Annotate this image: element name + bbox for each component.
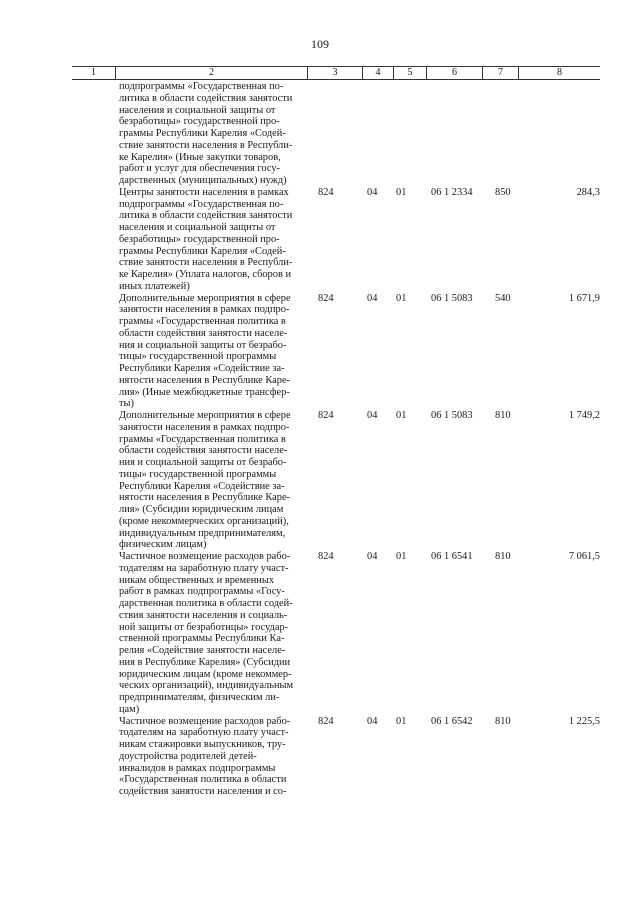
expense-type-cell: 540 <box>495 292 511 304</box>
ministry-code-cell: 824 <box>318 186 334 198</box>
amount-cell: 7 061,5 <box>568 551 600 562</box>
subsection-cell: 01 <box>396 410 407 421</box>
subsection-cell: 01 <box>396 551 407 562</box>
amount-cell: 1 671,9 <box>568 292 600 304</box>
description-cell: подпрограммы «Государственная по- литика в области содействия занятости населения и социальной защиты от безработицы» государственной про- граммы Республики Карелия «Содей- ствие занятости населения в Республи- ке Карелия» (Иные закупки товаров, работ и услуг для обеспечения госу- дарственных (муниципальных) нужд) <box>119 81 293 186</box>
amount-cell: 1 749,2 <box>568 410 600 421</box>
table-body <box>72 81 600 798</box>
table-row <box>72 293 600 411</box>
section-cell: 04 <box>367 186 378 198</box>
description-cell: Центры занятости населения в рамках подпрограммы «Государственная по- литика в области содействия занятости населения и социальной защиты от безработицы» государственной про- граммы Республики Карелия «Содей- ствие занятости населения в Республи- ке Карелия» (Уплата налогов, сборов и иных платежей) <box>119 186 293 292</box>
subsection-cell: 01 <box>396 292 407 304</box>
ministry-code-cell: 824 <box>318 715 334 727</box>
description-cell: Дополнительные мероприятия в сфере занятости населения в рамках подпро- граммы «Государственная политика в области содействия занятости населе- ния и социальной защиты от безрабо- тицы» государственной программы Республики Карелия «Содействие за- нятости населения в Республике Каре- лия» (Субсидии юридическим лицам (кроме некоммерческих организаций), индивидуальным предпринимателям, физическим лицам) <box>119 410 291 551</box>
column-header-6: 6 <box>427 67 483 79</box>
column-header-8: 8 <box>557 67 562 78</box>
description-cell: Частичное возмещение расходов рабо- тодателям на заработную плату участ- никам стажировки выпускников, тру- доустройства родителей детей- инвалидов в рамках подпрограммы «Государственная политика в области содействия занятости населения и со- <box>119 715 291 797</box>
table-row <box>72 410 600 551</box>
amount-cell: 284,3 <box>576 186 600 198</box>
section-cell: 04 <box>367 410 378 421</box>
section-cell: 04 <box>367 715 378 727</box>
section-cell <box>363 81 394 187</box>
subsection-cell: 01 <box>396 186 407 198</box>
amount-cell <box>533 81 600 187</box>
column-header-1: 1 <box>72 67 116 79</box>
ministry-code-cell: 824 <box>318 551 334 562</box>
expense-type-cell: 810 <box>495 551 511 562</box>
column-header-4: 4 <box>363 67 394 79</box>
column-header-5: 5 <box>394 67 427 79</box>
section-cell: 04 <box>367 551 378 562</box>
amount-cell: 1 225,5 <box>568 715 600 727</box>
table-row <box>72 716 600 798</box>
target-article-cell <box>427 81 493 187</box>
column-header-7: 7 <box>483 67 519 79</box>
target-article-cell: 06 1 6542 <box>431 715 473 727</box>
page-number: 109 <box>311 37 329 51</box>
description-cell: Частичное возмещение расходов рабо- тодателям на заработную плату участ- никам общественных и временных работ в рамках подпрограммы «Госу- дарственная политика в области содей- ствия занятости населения и социаль- ной защиты от безработицы» государ- ственной программы Республики Ка- релия «Содействие занятости населе- ния в Республике Карелия» (Субсидии юридическим лицам (кроме некоммер- ческих организаций), индивидуальным предпринимателям, физическим ли- цам) <box>119 551 294 715</box>
expense-type-cell <box>493 81 533 187</box>
ministry-code-cell: 824 <box>318 292 334 304</box>
table-header-row <box>72 66 600 80</box>
ministry-code-cell <box>312 81 363 187</box>
table-row <box>72 81 600 187</box>
subsection-cell: 01 <box>396 715 407 727</box>
target-article-cell: 06 1 6541 <box>431 551 473 562</box>
ministry-code-cell: 824 <box>318 410 334 421</box>
target-article-cell: 06 1 5083 <box>431 292 473 304</box>
expense-type-cell: 850 <box>495 186 511 198</box>
expense-type-cell: 810 <box>495 410 511 421</box>
table-row <box>72 187 600 293</box>
subsection-cell <box>394 81 427 187</box>
expense-type-cell: 810 <box>495 715 511 727</box>
target-article-cell: 06 1 2334 <box>431 186 473 198</box>
target-article-cell: 06 1 5083 <box>431 410 473 421</box>
column-header-2: 2 <box>116 67 308 79</box>
table-row <box>72 551 600 716</box>
description-cell: Дополнительные мероприятия в сфере занятости населения в рамках подпро- граммы «Государственная политика в области содействия занятости населе- ния и социальной защиты от безрабо- тицы» государственной программы Республики Карелия «Содействие за- нятости населения в Республике Каре- лия» (Иные межбюджетные трансфер- ты) <box>119 292 291 410</box>
column-header-3: 3 <box>308 67 363 79</box>
section-cell: 04 <box>367 292 378 304</box>
